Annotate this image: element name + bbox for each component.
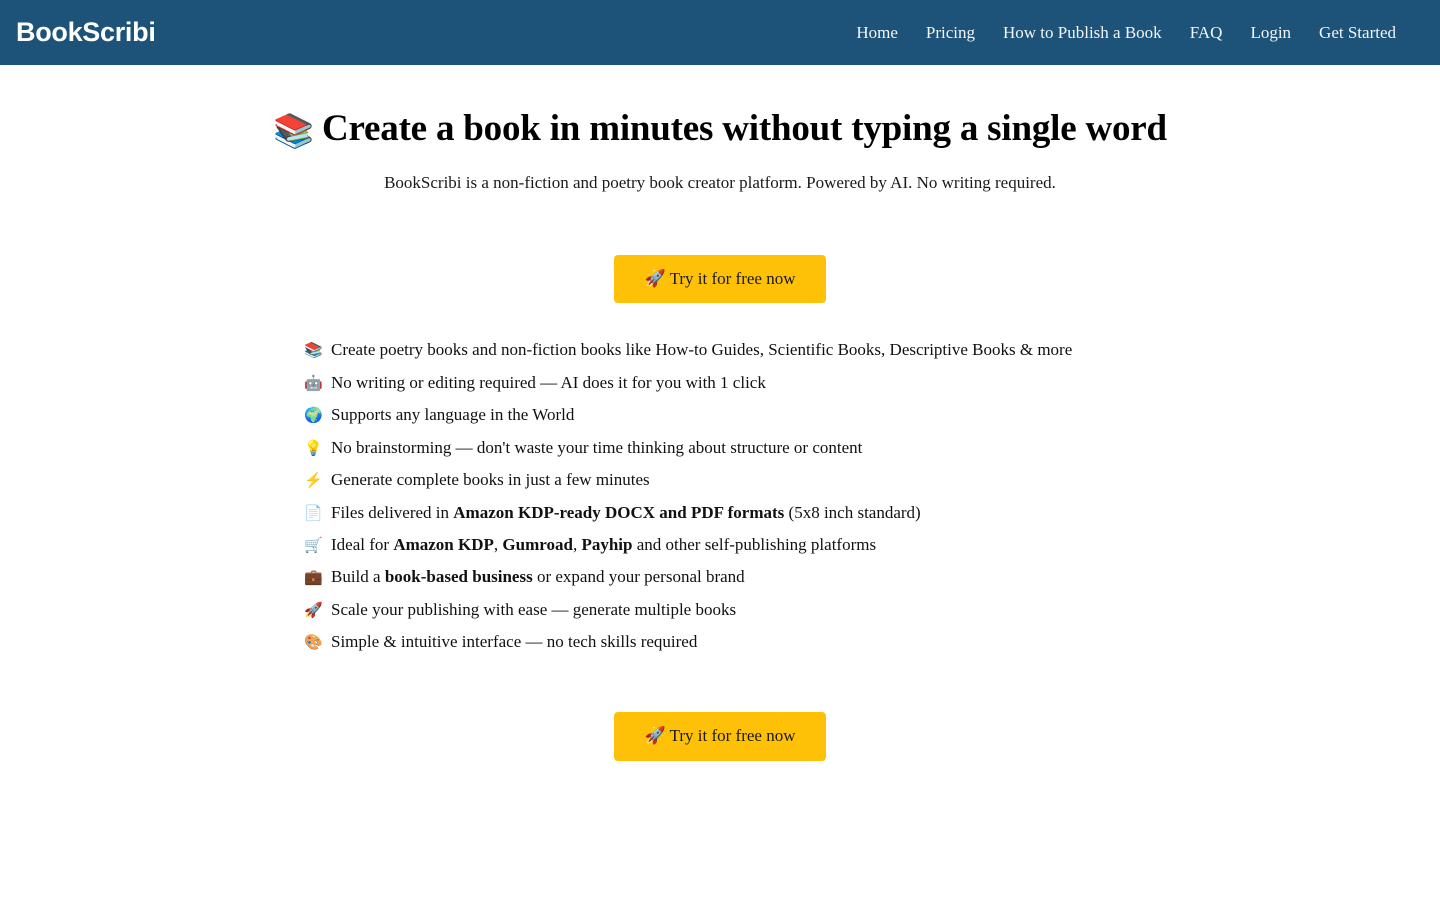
- lightbulb-icon: 💡: [304, 440, 323, 457]
- feature-text: Supports any language in the World: [331, 405, 575, 425]
- feature-text: Files delivered in Amazon KDP-ready DOCX and PDF formats (5x8 inch standard): [331, 502, 921, 522]
- rocket-icon: 🚀: [304, 602, 323, 619]
- main-content: [0, 65, 1440, 761]
- shopping-cart-icon: 🛒: [304, 538, 323, 555]
- page-title: [0, 107, 1440, 151]
- feature-text: Build a book-based business or expand your personal brand: [331, 567, 745, 587]
- palette-icon: 🎨: [304, 635, 323, 652]
- feature-text: Create poetry books and non-fiction books like How-to Guides, Scientific Books, Descriptive Books & more: [331, 340, 1073, 360]
- list-item: [304, 534, 1140, 557]
- books-icon: 📚: [304, 343, 323, 360]
- cta-bottom-container: [0, 712, 1440, 760]
- feature-text: Simple & intuitive interface — no tech skills required: [331, 632, 698, 652]
- globe-icon: 🌍: [304, 408, 323, 425]
- books-icon: 📚: [273, 114, 314, 150]
- briefcase-icon: 💼: [304, 570, 323, 587]
- site-header: [0, 0, 1440, 65]
- nav-link-pricing[interactable]: Pricing: [925, 22, 975, 42]
- robot-icon: 🤖: [304, 375, 323, 392]
- feature-list: [300, 339, 1140, 654]
- list-item: [304, 599, 1140, 622]
- feature-text: Ideal for Amazon KDP, Gumroad, Payhip and other self-publishing platforms: [331, 535, 877, 555]
- nav-link-get-started[interactable]: Get Started: [1319, 22, 1396, 42]
- list-item: [304, 372, 1140, 395]
- nav-link-how-to-publish[interactable]: How to Publish a Book: [1003, 22, 1162, 42]
- try-free-button-top[interactable]: 🚀 Try it for free now: [614, 255, 825, 303]
- brand-logo[interactable]: BookScribi: [16, 17, 156, 47]
- list-item: [304, 339, 1140, 362]
- hero-subtitle: BookScribi is a non-fiction and poetry book creator platform. Powered by AI. No writing required.: [384, 173, 1056, 192]
- nav-link-home[interactable]: Home: [856, 22, 898, 42]
- list-item: [304, 566, 1140, 589]
- list-item: [304, 404, 1140, 427]
- main-navigation: [856, 23, 1416, 43]
- try-free-button-bottom[interactable]: 🚀 Try it for free now: [614, 712, 825, 760]
- feature-text: Generate complete books in just a few minutes: [331, 470, 650, 490]
- feature-text: Scale your publishing with ease — generate multiple books: [331, 599, 737, 619]
- document-icon: 📄: [304, 505, 323, 522]
- page-title-text: Create a book in minutes without typing a single word: [321, 108, 1167, 149]
- cta-top-container: [0, 255, 1440, 303]
- list-item: [304, 469, 1140, 492]
- lightning-icon: ⚡: [304, 473, 323, 490]
- list-item: [304, 502, 1140, 525]
- list-item: [304, 437, 1140, 460]
- hero-section: [0, 65, 1440, 193]
- nav-link-faq[interactable]: FAQ: [1189, 22, 1223, 42]
- feature-text: No writing or editing required — AI does it for you with 1 click: [331, 372, 766, 392]
- nav-link-login[interactable]: Login: [1250, 22, 1292, 42]
- list-item: [304, 631, 1140, 654]
- feature-text: No brainstorming — don't waste your time thinking about structure or content: [331, 437, 863, 457]
